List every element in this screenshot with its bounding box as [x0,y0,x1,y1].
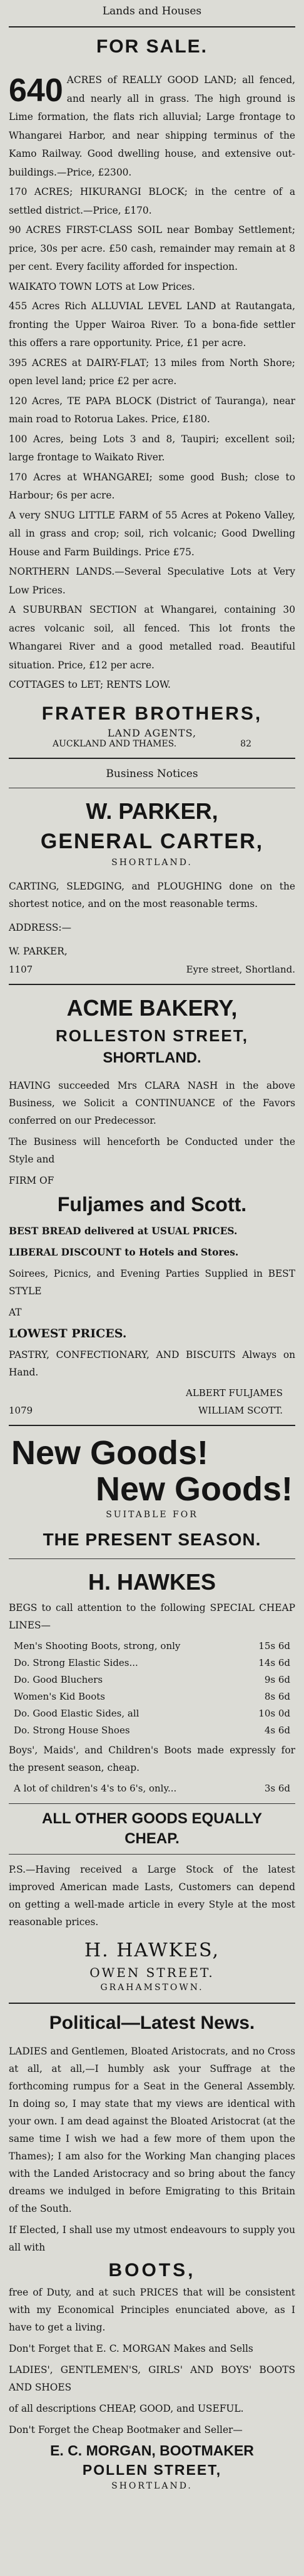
hawkes-lot-label: A lot of children's 4's to 6's, only... [14,1782,177,1794]
hawkes-ps: P.S.—Having received a Large Stock of the latest improved American made Lasts, Customers can depend on getting a well-made article in every Style at the most reasonable prices. [9,1863,295,1928]
parker-addr-code: 1107 [9,963,33,975]
acme-discount: LIBERAL DISCOUNT to Hotels and Stores. [9,1246,239,1258]
land-entry: NORTHERN LANDS.—Several Speculative Lots at Very Low Prices. [9,566,295,596]
political-forget2: Don't Forget the Cheap Bootmaker and Seller— [9,2424,243,2435]
for-sale-title: FOR SALE. [96,36,208,57]
parker-text: CARTING, SLEDGING, and PLOUGHING done on the shortest notice, and on the most reasonable terms. [9,880,295,909]
price-value: 10s 0d [258,1707,290,1719]
rule [9,758,295,759]
acme-lowest: LOWEST PRICES. [9,1326,127,1340]
acme-name: ACME BAKERY, [66,994,238,1021]
hawkes-street: OWEN STREET. [89,1964,215,1980]
hawkes-lot-price: 3s 6d [264,1782,290,1794]
morgan-name: E. C. MORGAN, BOOTMAKER [50,2442,254,2459]
land-entry: WAIKATO TOWN LOTS at Low Prices. [9,280,195,292]
price-value: 14s 6d [258,1657,290,1668]
land-entry: 100 Acres, being Lots 3 and 8, Taupiri; excellent soil; large frontage to Waikato River. [9,433,295,463]
hawkes-lot [9,1780,295,1797]
parker-addr-line [9,964,295,975]
acme-street: ROLLESTON STREET, [56,1026,248,1045]
acme-soirees: Soirees, Picnics, and Evening Parties Supplied in BEST STYLE [9,1267,295,1297]
price-row [9,1672,295,1688]
price-label: Do. Good Bluchers [14,1673,103,1685]
section-title-lands: Lands and Houses [102,5,202,17]
land-entry: A SUBURBAN SECTION at Whangarei, containing 30 acres volcanic soil, all fenced. This lot fronts the Whangarei River and a good metalled road. Beautiful situation. Price, £12 per acre. [9,604,295,671]
price-row [9,1705,295,1722]
section-title-business: Business Notices [106,767,198,780]
political-text4: of all descriptions CHEAP, GOOD, and USEFUL. [9,2402,244,2414]
political-boots: BOOTS, [108,2259,196,2281]
land-entry: 90 ACRES FIRST-CLASS SOIL near Bombay Settlement; price, 30s per acre. £50 cash, remainder may remain at 8 per cent. Every facility afforded for inspection. [9,224,295,272]
price-value: 8s 6d [264,1690,290,1702]
land-entry: 120 Acres, TE PAPA BLOCK (District of Tauranga), near main road to Rotorua Lakes. Price, £180. [9,395,295,425]
price-label: Men's Shooting Boots, strong, only [14,1640,181,1652]
acme-sig-line [9,1405,295,1416]
acme-text2: The Business will henceforth be Conducted under the Style and [9,1136,295,1165]
new-goods-2: New Goods! [95,1470,293,1508]
rule [9,2003,295,2004]
price-row [9,1638,295,1655]
price-value: 9s 6d [264,1673,290,1685]
hawkes-suitable: SUITABLE FOR [106,1509,198,1520]
firm-place: AUCKLAND AND THAMES. [53,738,177,749]
all-other: ALL OTHER GOODS EQUALLY [41,1810,263,1827]
firm-place-line [9,739,295,749]
firm-sub: LAND AGENTS, [107,726,197,739]
acme-firm-of: FIRM OF [9,1174,54,1186]
political-text3: free of Duty, and at such PRICES that will be consistent with my Economical Principles enunciated above, as I have to get a living. [9,2286,295,2333]
morgan-street: POLLEN STREET, [82,2461,222,2478]
firm-code: 82 [240,738,251,749]
hawkes-name: H. HAWKES [88,1568,216,1595]
price-label: Do. Strong Elastic Sides... [14,1657,138,1668]
parker-addr-name: W. PARKER, [9,945,68,957]
land-entry: COTTAGES to LET; RENTS LOW. [9,679,171,690]
all-other-cheap: CHEAP. [124,1830,180,1847]
hawkes-text: BEGS to call attention to the following SPECIAL CHEAP LINES— [9,1602,295,1631]
land-entry: 170 Acres at WHANGAREI; some good Bush; close to Harbour; 6s per acre. [9,471,295,501]
price-row [9,1688,295,1705]
morgan-place: SHORTLAND. [111,2480,193,2491]
rule [9,1803,295,1804]
parker-name: W. PARKER, [86,798,218,824]
land-entry: 170 ACRES; HIKURANGI BLOCK; in the centre of a settled district.—Price, £170. [9,186,295,216]
hawkes-name2: H. HAWKES, [84,1939,220,1961]
price-value: 4s 6d [264,1724,290,1736]
parker-addr-street: Eyre street, Shortland. [186,963,295,975]
firm-name: FRATER BROTHERS, [41,703,263,724]
parker-place: SHORTLAND. [111,857,193,868]
political-forget1: Don't Forget that E. C. MORGAN Makes and Sells [9,2342,253,2354]
lead-text: ACRES of REALLY GOOD LAND; all fenced, and nearly all in grass. The high ground is Lime formation, the flats rich alluvial; Large frontage to Whangarei Harbor, and near shipping terminus of the Kamo Railway. Good dwelling house, and extensive out-buildings.—Price, £2300. [9,74,295,178]
hawkes-season: THE PRESENT SEASON. [43,1529,261,1549]
price-value: 15s 6d [258,1640,290,1652]
acme-place: SHORTLAND. [103,1049,201,1066]
parker-addr-label: ADDRESS:— [9,921,72,933]
political-title: Political—Latest News. [49,2012,255,2033]
lead-number: 640 [9,72,63,109]
land-entry: 395 ACRES at DAIRY-FLAT; 13 miles from North Shore; open level land; price £2 per acre. [9,357,295,387]
hawkes-town: GRAHAMSTOWN. [100,1982,204,1993]
price-label: Do. Strong House Shoes [14,1724,130,1736]
acme-pastry: PASTRY, CONFECTIONARY, AND BISCUITS Always on Hand. [9,1349,295,1378]
new-goods-1: New Goods! [11,1434,209,1472]
price-row [9,1722,295,1739]
price-label: Women's Kid Boots [14,1690,105,1702]
acme-best: BEST BREAD delivered at USUAL PRICES. [9,1225,238,1237]
political-ladies: LADIES', GENTLEMEN'S, GIRLS' AND BOYS' BOOTS AND SHOES [9,2364,295,2393]
lead-entry [9,71,295,182]
parker-role: GENERAL CARTER, [40,829,264,853]
land-entry: A very SNUG LITTLE FARM of 55 Acres at Pokeno Valley, all in grass and crop; soil, rich volcanic; Good Dwelling House and Farm Buildings. Price £75. [9,509,295,558]
rule [9,1854,295,1855]
rule [9,1425,295,1426]
land-entry: 455 Acres Rich ALLUVIAL LEVEL LAND at Rautangata, fronting the Upper Wairoa River. To a bona-fide settler this offers a rare opportunity. Price, £1 per acre. [9,300,295,349]
acme-sig2: WILLIAM SCOTT. [198,1404,283,1416]
acme-at: AT [9,1306,22,1318]
acme-sig1: ALBERT FULJAMES [185,1387,283,1399]
price-label: Do. Good Elastic Sides, all [14,1707,139,1719]
price-row [9,1655,295,1672]
rule [9,984,295,985]
acme-text: HAVING succeeded Mrs CLARA NASH in the above Business, we Solicit a CONTINUANCE of the Favors conferred on our Predecessor. [9,1079,295,1126]
political-text2: If Elected, I shall use my utmost endeavours to supply you all with [9,2224,295,2253]
newspaper-page [5,0,299,2491]
political-text: LADIES and Gentlemen, Bloated Aristocrats, and no Cross at all, at all,—I humbly ask your Suffrage at the forthcoming rumpus for a Seat in the General Assembly. In doing so, I may state that my views are identical with your own. I am dead against the Bloated Aristocrat (at the same time I wish we had a few more of them upon the Thames); I am also for the Working Man changing places with the Landed Aristocracy and so bring about the fancy dreams we indulged in before Emigrating to this Britain of the South. [9,2045,295,2214]
rule [9,26,295,27]
rule [9,1558,295,1559]
acme-sig-code: 1079 [9,1404,33,1416]
price-list [9,1638,295,1739]
acme-firm: Fuljames and Scott. [57,1192,247,1216]
hawkes-boys: Boys', Maids', and Children's Boots made expressly for the present season, cheap. [9,1744,295,1773]
land-entries [9,183,295,695]
